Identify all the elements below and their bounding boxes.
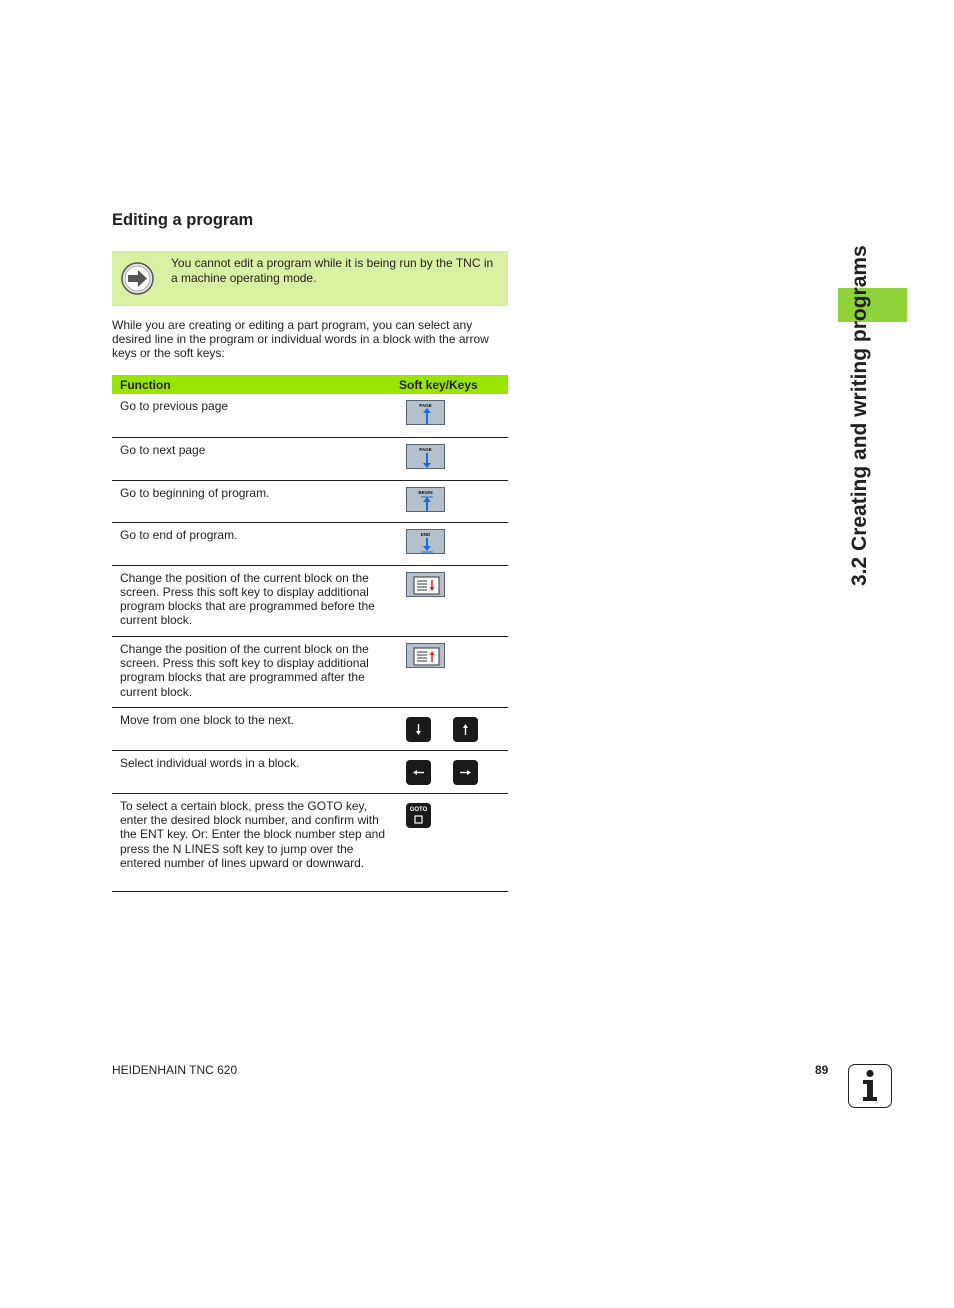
list-scroll-up-icon [407,644,446,669]
end-softkey[interactable] [406,529,445,554]
row-description: Go to end of program. [112,522,396,565]
table-header-row [112,375,508,394]
arrow-right-key[interactable] [453,760,478,785]
softkey-label: PAGE [419,403,432,408]
header-function: Function [112,375,396,394]
row-description: Go to next page [112,437,396,480]
table-row [112,793,508,891]
footer-title: HEIDENHAIN TNC 620 [112,1063,238,1077]
softkey-label: BEGIN [418,489,433,495]
arrow-down-icon [407,445,446,470]
page-up-softkey[interactable] [406,400,445,425]
function-table [112,375,508,892]
arrow-down-key[interactable] [406,717,431,742]
arrow-down-icon [407,530,446,555]
block-scroll-down-softkey[interactable] [406,643,445,668]
row-description: Go to beginning of program. [112,480,396,522]
arrow-up-icon [407,401,446,426]
arrow-right-icon [453,760,478,785]
page-down-softkey[interactable] [406,444,445,469]
table-row [112,565,508,636]
arrow-left-key[interactable] [406,760,431,785]
row-description: Change the position of the current block on the screen. Press this soft key to display additional program blocks that are programmed after the current block. [112,636,396,707]
section-heading: Editing a program [112,211,254,229]
arrow-up-icon [407,488,446,513]
square-icon [406,803,431,828]
row-description: Select individual words in a block. [112,750,396,793]
page-number: 89 [815,1063,829,1077]
intro-paragraph: While you are creating or editing a part program, you can select any desired line in the program or individual words in a block with the arrow keys or the soft keys: [112,318,489,361]
arrow-up-icon [453,717,478,742]
info-glyph [849,1065,890,1106]
goto-key[interactable] [406,803,431,828]
goto-key-label: GOTO [409,806,428,813]
list-scroll-down-icon [407,573,446,598]
softkey-label: END [420,531,431,537]
row-description: Move from one block to the next. [112,707,396,750]
arrow-down-icon [406,717,431,742]
table-row [112,636,508,707]
table-row [112,394,508,437]
arrow-up-key[interactable] [453,717,478,742]
note-box [112,251,508,306]
begin-softkey[interactable] [406,487,445,512]
table-row [112,707,508,750]
block-scroll-up-softkey[interactable] [406,572,445,597]
header-keys: Soft key/Keys [396,375,508,394]
info-icon [848,1064,892,1108]
table-row [112,750,508,793]
row-description: Go to previous page [112,394,396,437]
arrow-left-icon [406,760,431,785]
table-row [112,480,508,522]
table-row [112,437,508,480]
arrow-right-icon [120,261,155,296]
row-description: Change the position of the current block on the screen. Press this soft key to display additional program blocks that are programmed before the current block. [112,565,396,636]
chapter-title: 3.2 Creating and writing programs [848,245,871,586]
softkey-label: PAGE [419,446,432,452]
note-text: You cannot edit a program while it is being run by the TNC in a machine operating mode. [171,256,494,285]
row-description: To select a certain block, press the GOTO key, enter the desired block number, and confirm with the ENT key. Or: Enter the block number step and press the N LINES soft key to jump over the entered number of lines upward or downward. [112,793,396,891]
table-row [112,522,508,565]
